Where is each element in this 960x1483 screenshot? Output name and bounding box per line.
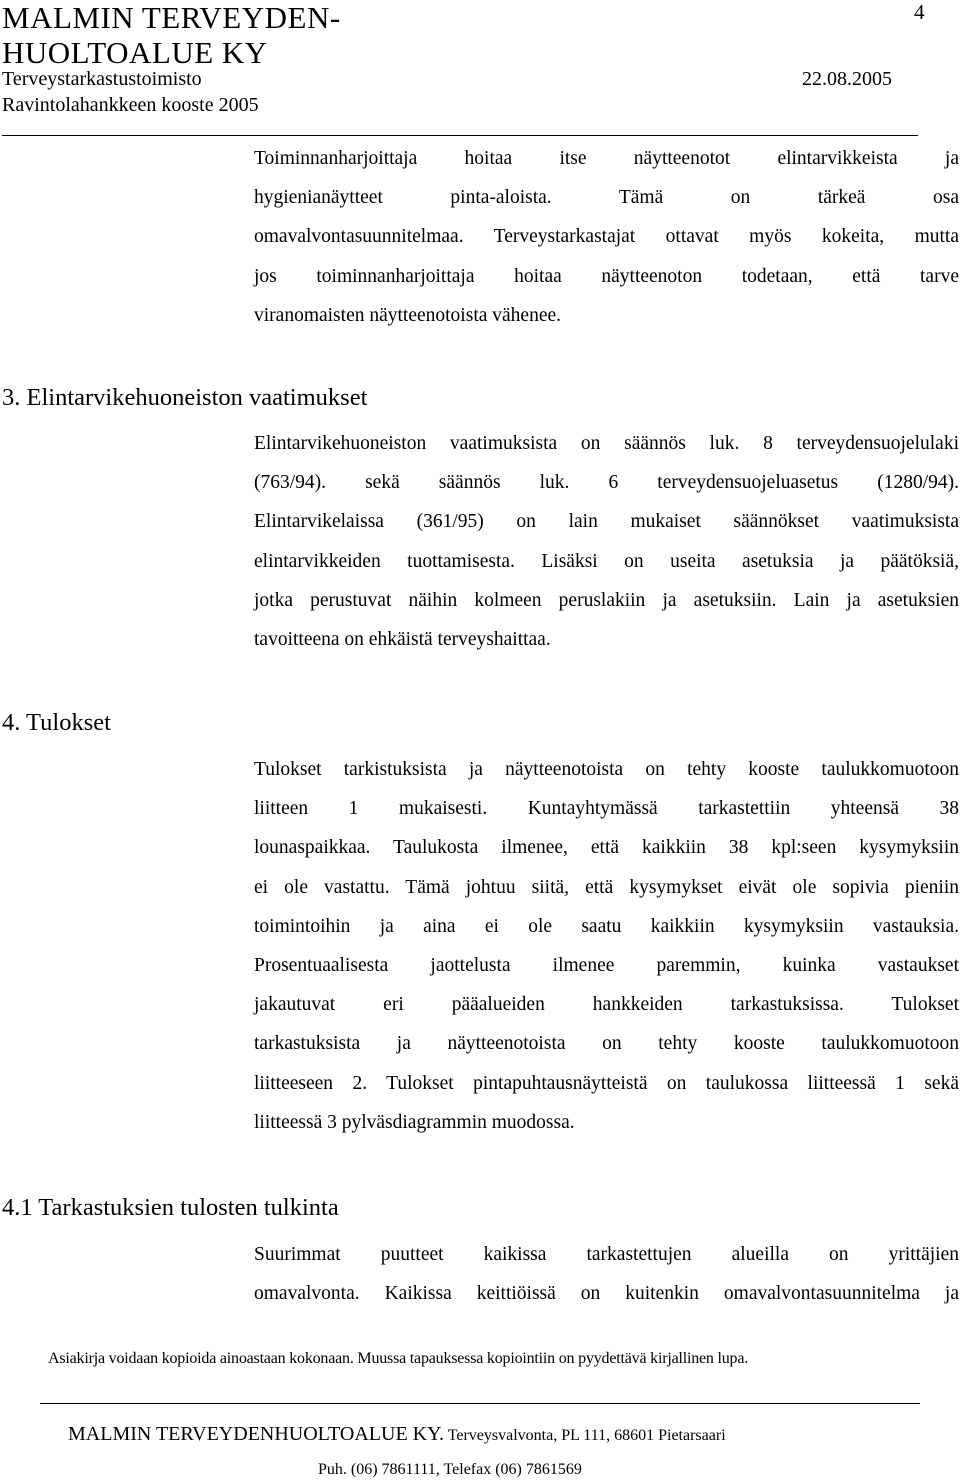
paragraph-line: omavalvontasuunnitelmaa. Terveystarkastajat ottavat myös kokeita, mutta — [254, 226, 959, 248]
section-4-1-paragraph — [254, 1235, 959, 1313]
footer-divider — [40, 1403, 920, 1404]
paragraph-line: lounaspaikkaa. Taulukosta ilmenee, että kaikkiin 38 kpl:seen kysymyksiin — [254, 837, 959, 859]
paragraph-line: Tulokset tarkistuksista ja näytteenotoista on tehty kooste taulukkomuotoon — [254, 759, 959, 780]
footer-contact: Puh. (06) 7861111, Telefax (06) 7861569 — [318, 1461, 582, 1478]
department-name: Terveystarkastustoimisto — [2, 68, 202, 90]
organization-title — [2, 0, 341, 70]
section-4-1-heading: 4.1 Tarkastuksien tulosten tulkinta — [2, 1194, 339, 1221]
paragraph-line: viranomaisten näytteenotoista vähenee. — [254, 304, 562, 326]
organization-title-line2: HUOLTOALUE KY — [2, 35, 268, 70]
organization-title-line1: MALMIN TERVEYDEN- — [2, 0, 341, 35]
paragraph-line: Elintarvikehuoneiston vaatimuksista on säännös luk. 8 terveydensuojelulaki — [254, 433, 959, 454]
paragraph-line: tavoitteena on ehkäistä terveyshaittaa. — [254, 629, 551, 651]
paragraph-line: toimintoihin ja aina ei ole saatu kaikkiin kysymyksiin vastauksia. — [254, 915, 959, 937]
paragraph-line: liitteeseen 2. Tulokset pintapuhtausnäytteistä on taulukossa liitteessä 1 sekä — [254, 1072, 959, 1094]
report-title: Ravintolahankkeen kooste 2005 — [2, 94, 259, 116]
section-4-heading: 4. Tulokset — [2, 709, 111, 736]
paragraph-line: tarkastuksista ja näytteenotoista on tehty kooste taulukkomuotoon — [254, 1033, 959, 1055]
paragraph-line: jos toiminnanharjoittaja hoitaa näytteenoton todetaan, että tarve — [254, 265, 959, 287]
paragraph-line: Suurimmat puutteet kaikissa tarkastettujen alueilla on yrittäjien — [254, 1244, 959, 1265]
paragraph-line: elintarvikkeiden tuottamisesta. Lisäksi on useita asetuksia ja päätöksiä, — [254, 550, 959, 572]
paragraph-line: omavalvonta. Kaikissa keittiöissä on kuitenkin omavalvontasuunnitelma ja — [254, 1283, 959, 1305]
paragraph-line: hygienianäytteet pinta-aloista. Tämä on tärkeä osa — [254, 187, 959, 209]
paragraph-line: liitteen 1 mukaisesti. Kuntayhtymässä tarkastettiin yhteensä 38 — [254, 798, 959, 820]
paragraph-line: ei ole vastattu. Tämä johtuu siitä, että kysymykset eivät ole sopivia pieniin — [254, 876, 959, 898]
document-date: 22.08.2005 — [802, 68, 892, 90]
paragraph-line: Prosentuaalisesta jaottelusta ilmenee paremmin, kuinka vastaukset — [254, 955, 959, 977]
section-4-paragraph — [254, 750, 959, 1142]
page-number: 4 — [914, 0, 925, 24]
footer-org-name: MALMIN TERVEYDENHUOLTOALUE KY. — [68, 1423, 444, 1445]
footer-address: Terveysvalvonta, PL 111, 68601 Pietarsaari — [444, 1427, 726, 1444]
paragraph-line: jotka perustuvat näihin kolmeen peruslakiin ja asetuksiin. Lain ja asetuksien — [254, 589, 959, 611]
paragraph-line: jakautuvat eri pääalueiden hankkeiden tarkastuksissa. Tulokset — [254, 994, 959, 1016]
paragraph-line: liitteessä 3 pylväsdiagrammin muodossa. — [254, 1111, 575, 1133]
header-divider — [2, 135, 918, 136]
footer-organization — [68, 1423, 726, 1446]
copy-notice: Asiakirja voidaan kopioida ainoastaan kokonaan. Muussa tapauksessa kopiointiin on pyydettävä kirjallinen lupa. — [48, 1350, 749, 1367]
paragraph-line: Toiminnanharjoittaja hoitaa itse näytteenotot elintarvikkeista ja — [254, 148, 959, 169]
section-3-paragraph — [254, 424, 959, 659]
intro-paragraph — [254, 139, 959, 335]
paragraph-line: (763/94). sekä säännös luk. 6 terveydensuojeluasetus (1280/94). — [254, 472, 959, 494]
section-3-heading: 3. Elintarvikehuoneiston vaatimukset — [2, 384, 368, 411]
paragraph-line: Elintarvikelaissa (361/95) on lain mukaiset säännökset vaatimuksista — [254, 511, 959, 533]
